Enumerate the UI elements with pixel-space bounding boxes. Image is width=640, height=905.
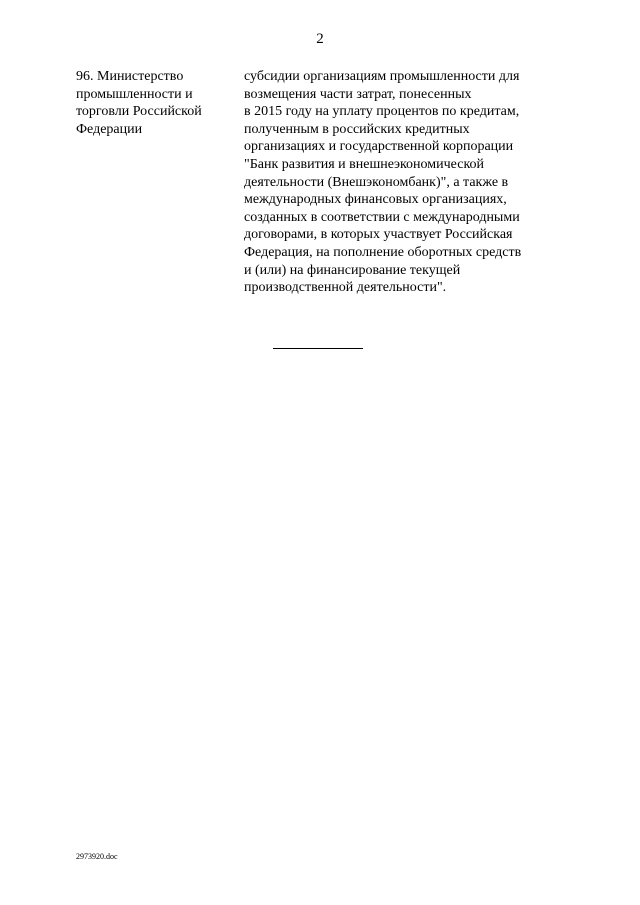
subsidy-description-line: организациях и государственной корпорации — [244, 139, 514, 155]
ministry-name-line: Федерации — [76, 121, 143, 137]
subsidy-description-line: Федерация, на пополнение оборотных средств — [244, 244, 522, 260]
subsidy-description-line: договорами, в которых участвует Российская — [244, 227, 513, 243]
subsidy-description-line: деятельности (Внешэкономбанк)", а также в — [244, 174, 509, 190]
subsidy-description-line: субсидии организациям промышленности для — [244, 69, 520, 84]
subsidy-description-line: "Банк развития и внешнеэкономической — [244, 156, 485, 172]
subsidy-description-line: возмещения части затрат, понесенных — [244, 86, 472, 102]
ministry-name — [76, 68, 236, 138]
subsidy-description-line: полученным в российских кредитных — [244, 121, 470, 137]
footer-filename: 2973920.doc — [76, 852, 118, 861]
subsidy-description-line: международных финансовых организациях, — [244, 192, 507, 208]
page-number: 2 — [316, 31, 324, 47]
ministry-name-line: 96. Министерство — [76, 69, 184, 84]
subsidy-description-line: в 2015 году на уплату процентов по кредитам, — [244, 104, 520, 120]
subsidy-description-line: и (или) на финансирование текущей — [244, 262, 461, 278]
subsidy-description-line: созданных в соответствии с международными — [244, 209, 520, 225]
ministry-name-line: торговли Российской — [76, 104, 202, 120]
subsidy-description — [244, 68, 564, 297]
separator-line — [273, 348, 363, 349]
subsidy-description-line: производственной деятельности". — [244, 280, 447, 296]
ministry-name-line: промышленности и — [76, 86, 193, 102]
